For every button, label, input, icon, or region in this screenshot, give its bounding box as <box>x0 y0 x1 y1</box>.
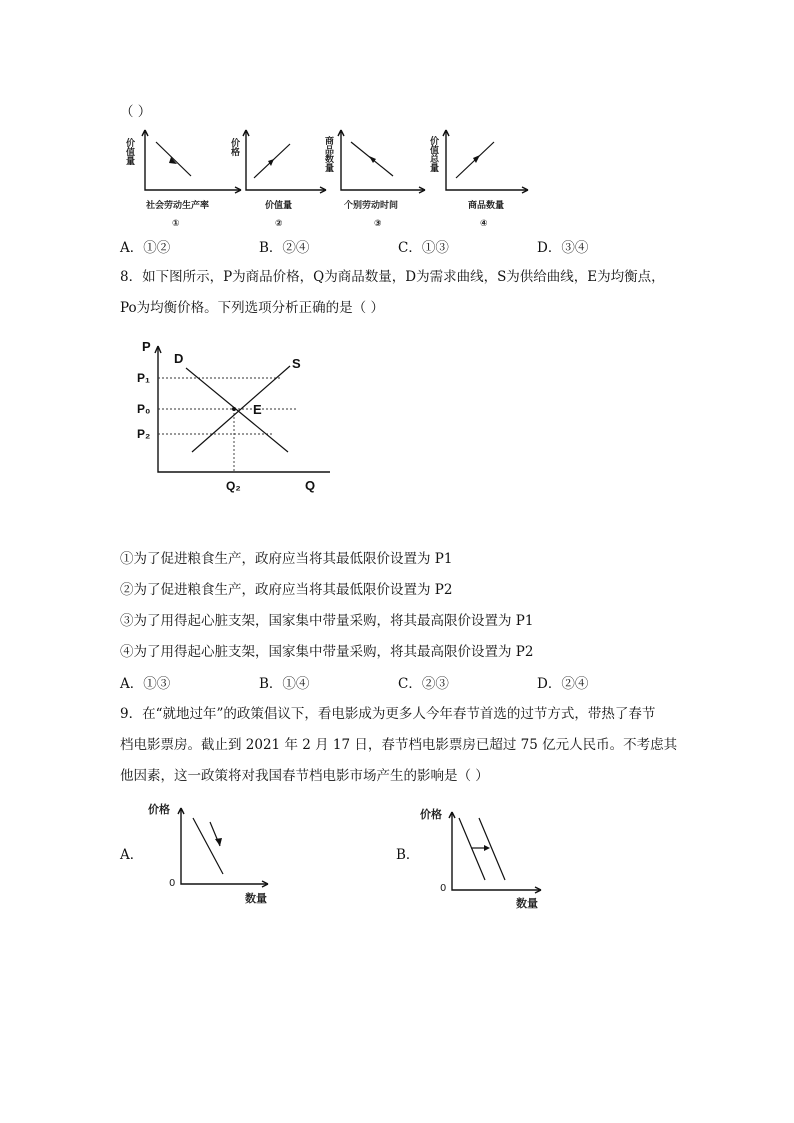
q7-graph-4-num: ④ <box>480 219 488 229</box>
q7-graph-4-svg <box>444 130 534 200</box>
q9-option-a-label: A． <box>120 847 144 863</box>
q7-option-a: A．①② <box>120 240 171 256</box>
q7-option-b: B．②④ <box>259 240 310 256</box>
q7-graph-2-xlabel: 价值量 <box>265 201 293 211</box>
q8-chart-svg <box>120 340 350 500</box>
q7-graph-1-xlabel: 社会劳动生产率 <box>146 201 210 211</box>
q7-graph-3-xlabel: 个别劳动时间 <box>344 201 399 211</box>
q8-statement-2: ②为了促进粮食生产，政府应当将其最低限价设置为 P2 <box>120 582 453 598</box>
q9-a-origin: 0 <box>169 878 176 889</box>
q8-chart-q-axis: Q <box>305 478 316 493</box>
q7-option-c: C．①③ <box>398 240 449 256</box>
q8-option-a: A．①③ <box>120 676 171 692</box>
q8-chart-p0-label: P₀ <box>137 402 151 416</box>
q9-a-graph-svg <box>178 808 278 888</box>
q8-statement-1: ①为了促进粮食生产，政府应当将其最低限价设置为 P1 <box>120 551 453 567</box>
q8-chart-p1-label: P₁ <box>137 371 150 385</box>
q9-b-origin: 0 <box>440 883 447 894</box>
q7-paren: （ ） <box>120 104 152 120</box>
q9-stem-line3: 他因素，这一政策将对我国春节档电影市场产生的影响是（ ） <box>120 768 489 784</box>
q8-chart-d-label: D <box>174 351 184 366</box>
q7-graph-1-ylabel: 价值量 <box>124 138 134 165</box>
q7-graph-2-num: ② <box>275 219 283 229</box>
q7-graph-3-num: ③ <box>374 219 382 229</box>
q9-stem-line2: 档电影票房。截止到 2021 年 2 月 17 日，春节档电影票房已超过 75 亿元人民币。不考虑其 <box>120 737 678 753</box>
q7-graph-3-ylabel: 商品数量 <box>323 136 333 172</box>
q8-chart-q2-label: Q₂ <box>226 479 241 493</box>
q8-stem-line2: Po为均衡价格。下列选项分析正确的是（ ） <box>120 300 384 316</box>
q9-a-ylabel: 价格 <box>148 803 170 816</box>
q9-b-graph-svg <box>449 812 549 894</box>
q9-stem-line1: 9．在“就地过年”的政策倡议下，看电影成为更多人今年春节首选的过节方式，带热了春节 <box>120 706 656 722</box>
q9-b-ylabel: 价格 <box>420 808 442 821</box>
q8-chart-p2-label: P₂ <box>137 427 151 441</box>
q8-statement-4: ④为了用得起心脏支架，国家集中带量采购，将其最高限价设置为 P2 <box>120 644 534 660</box>
q8-stem-line1: 8．如下图所示，P为商品价格，Q为商品数量，D为需求曲线，S为供给曲线，E为均衡点， <box>120 269 665 285</box>
q8-option-c: C．②③ <box>398 676 449 692</box>
q7-graph-3-svg <box>339 130 429 200</box>
q7-graph-2-svg <box>244 130 334 200</box>
q9-option-b-label: B． <box>396 847 420 863</box>
q7-graph-2-ylabel: 价格 <box>229 138 239 156</box>
q7-graph-4-xlabel: 商品数量 <box>468 201 505 211</box>
q9-a-xlabel: 数量 <box>245 892 267 905</box>
q8-chart-e-label: E <box>253 402 262 417</box>
q7-option-d: D．③④ <box>537 240 589 256</box>
q9-b-xlabel: 数量 <box>516 897 538 910</box>
q7-graph-4-ylabel: 价值总量 <box>428 136 438 172</box>
q8-option-b: B．①④ <box>259 676 310 692</box>
q7-graph-1-num: ① <box>172 219 180 229</box>
q8-option-d: D．②④ <box>537 676 589 692</box>
q8-chart-s-label: S <box>292 356 301 371</box>
q8-chart-p-axis: P <box>142 339 151 354</box>
q8-statement-3: ③为了用得起心脏支架，国家集中带量采购，将其最高限价设置为 P1 <box>120 613 534 629</box>
